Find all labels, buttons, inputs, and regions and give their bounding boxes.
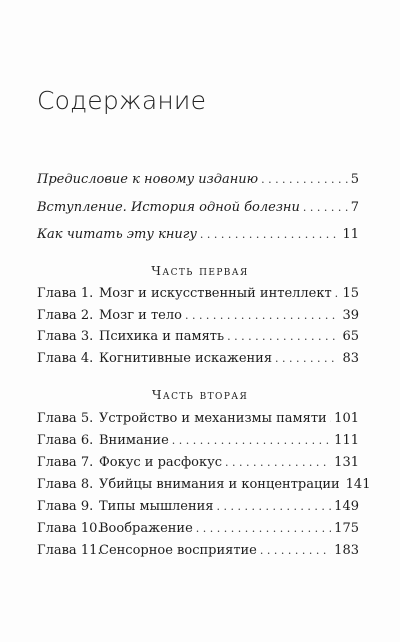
toc-chapter: [37, 476, 371, 494]
chapter-page-number: 175: [334, 521, 359, 536]
entry-page-number: 5: [350, 172, 359, 187]
leader-dots: [275, 350, 339, 368]
chapter-page-number: 101: [334, 411, 359, 426]
chapter-page-number: 149: [334, 499, 359, 514]
chapter-page-number: 141: [345, 477, 371, 492]
chapter-title: Устройство и механизмы памяти: [99, 411, 327, 426]
chapter-title: Внимание: [99, 433, 169, 448]
chapter-page-number: 131: [334, 455, 359, 470]
chapter-page-number: 65: [342, 329, 359, 344]
chapter-label: Глава 5.: [37, 411, 94, 426]
leader-dots: [260, 542, 331, 560]
toc-entry-introduction: [37, 199, 359, 217]
toc-chapter: [37, 498, 359, 516]
chapter-title: Фокус и расфокус: [99, 455, 223, 470]
chapter-page-number: 15: [342, 286, 359, 301]
toc-chapter: [37, 307, 359, 325]
toc-chapter: [37, 410, 359, 428]
chapter-page-number: 183: [334, 543, 359, 558]
toc-entry-preface: [37, 171, 359, 189]
chapter-label: Глава 11.: [37, 543, 102, 558]
entry-page-number: 7: [350, 200, 359, 215]
chapter-label: Глава 10.: [37, 521, 102, 536]
leader-dots: [172, 432, 331, 450]
toc-chapter: [37, 542, 359, 560]
chapter-label: Глава 8.: [37, 477, 94, 492]
toc-chapter: [37, 328, 359, 346]
toc-chapter: [37, 432, 359, 450]
part-heading-1: Часть первая: [151, 263, 249, 278]
leader-dots: [217, 498, 332, 516]
chapter-title: Психика и память: [99, 329, 225, 344]
chapter-label: Глава 4.: [37, 351, 94, 366]
chapter-page-number: 39: [342, 308, 359, 323]
chapter-label: Глава 2.: [37, 308, 94, 323]
part-heading-2: Часть вторая: [151, 387, 249, 402]
leader-dots: [227, 328, 339, 346]
leader-dots: [330, 410, 331, 428]
toc-chapter: [37, 454, 359, 472]
chapter-label: Глава 1.: [37, 286, 94, 301]
chapter-page-number: 83: [342, 351, 359, 366]
entry-title: Как читать эту книгу: [37, 227, 197, 242]
chapter-title: Воображение: [99, 521, 193, 536]
leader-dots: [185, 307, 340, 325]
entry-title: Предисловие к новому изданию: [37, 172, 259, 187]
chapter-title: Когнитивные искажения: [99, 351, 273, 366]
chapter-label: Глава 7.: [37, 455, 94, 470]
leader-dots: [196, 520, 331, 538]
leader-dots: [335, 285, 340, 303]
chapter-title: Убийцы внимания и концентрации: [99, 477, 340, 492]
chapter-title: Типы мышления: [99, 499, 214, 514]
leader-dots: [261, 171, 348, 189]
chapter-title: Мозг и искусственный интеллект: [99, 286, 332, 301]
entry-page-number: 11: [342, 227, 359, 242]
leader-dots: [303, 199, 348, 217]
chapter-title: Мозг и тело: [99, 308, 182, 323]
leader-dots: [225, 454, 331, 472]
chapter-label: Глава 6.: [37, 433, 94, 448]
toc-chapter: [37, 350, 359, 368]
toc-chapter: [37, 520, 359, 538]
entry-title: Вступление. История одной болезни: [37, 200, 300, 215]
toc-chapter: [37, 285, 359, 303]
chapter-label: Глава 9.: [37, 499, 94, 514]
leader-dots: [200, 226, 340, 244]
chapter-page-number: 111: [334, 433, 359, 448]
chapter-title: Сенсорное восприятие: [99, 543, 257, 558]
page-title: Содержание: [37, 86, 207, 115]
chapter-label: Глава 3.: [37, 329, 94, 344]
toc-entry-how-to-read: [37, 226, 359, 244]
